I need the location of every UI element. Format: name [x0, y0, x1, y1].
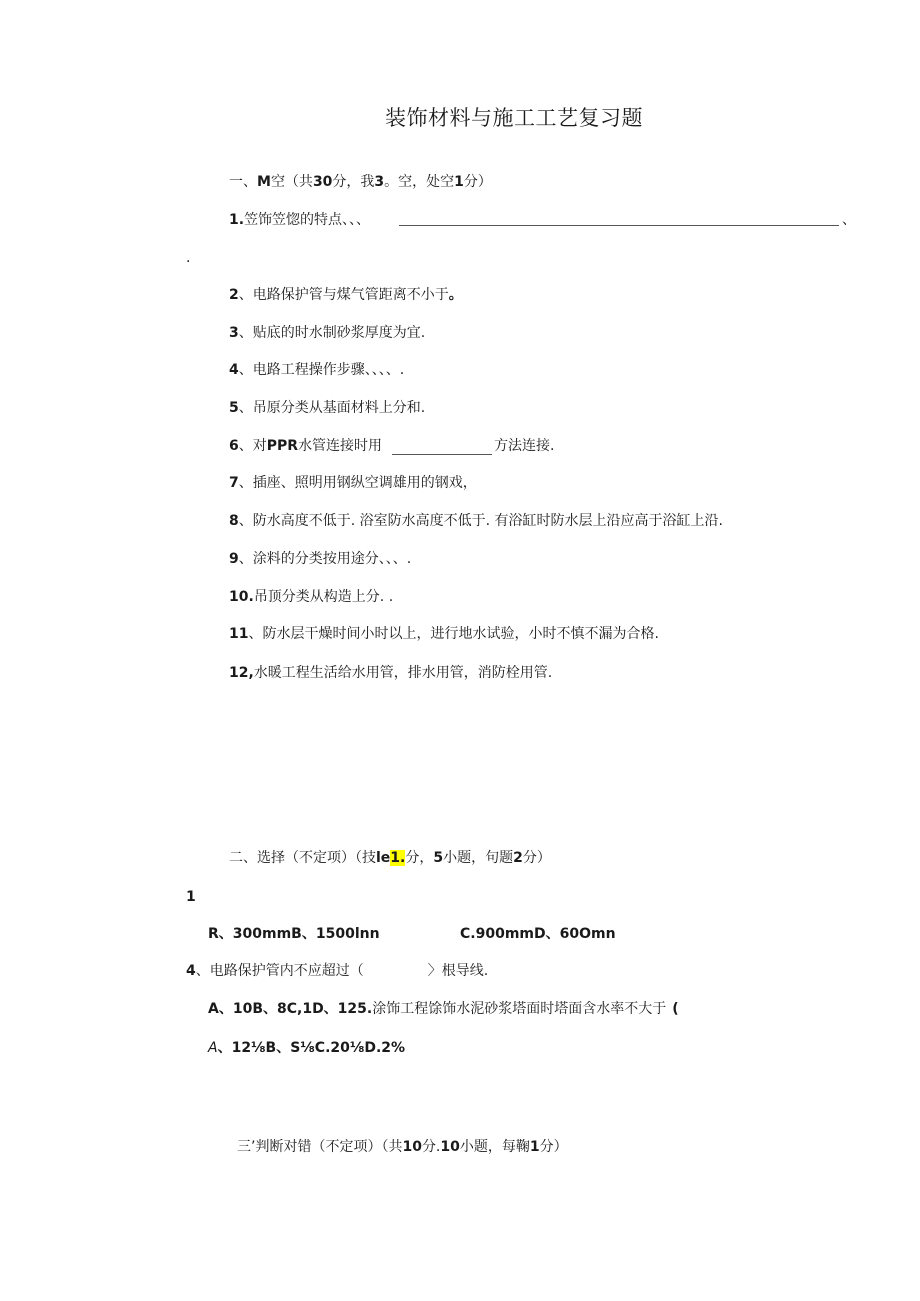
question-7: 7、插座、照明用钢纵空调雄用的钢戏，	[229, 475, 477, 491]
question-3: 3、贴底的时水制砂浆厚度为宜.	[229, 325, 426, 341]
question-9: 9、涂料的分类按用途分、、、.	[229, 551, 412, 567]
question-1-continuation: .	[186, 250, 191, 266]
section-2-heading: 二、选择（不定项）（技le1.分，5小题，句题2分）	[229, 850, 551, 866]
choice-options-ab: R、300mmB、1500lnn	[208, 926, 380, 942]
question-10: 10.吊顶分类从构造上分. .	[229, 589, 394, 605]
choice-options-cd: C.900mmD、60Omn	[460, 926, 616, 942]
question-6: 6、对PPR水管连接时用 方法连接.	[229, 438, 555, 454]
choice-question-4: 4、电路保护管内不应超过（ 〉根导线.	[186, 963, 489, 979]
answer-blank	[392, 440, 492, 455]
choice-options-moisture: A、12⅛B、S⅛C.20⅛D.2%	[208, 1040, 406, 1056]
question-12: 12,水暖工程生活给水用管，排水用管，消防栓用管.	[229, 665, 553, 681]
choice-options-line: A、10B、8C,1D、125.涂饰工程馀饰水泥砂浆塔面时塔面含水率不大于 (	[208, 1001, 679, 1017]
question-4: 4、电路工程操作步骤、、、、.	[229, 362, 405, 378]
section-3-heading: 三’判断对错（不定项）（共10分.10小题，每鞠1分）	[237, 1139, 568, 1155]
question-5: 5、吊原分类从基面材料上分和.	[229, 400, 426, 416]
question-1-tail: 、	[842, 212, 856, 228]
page-title: 装饰材料与施工工艺复习题	[385, 106, 643, 130]
question-8: 8、防水高度不低于. 浴室防水高度不低于. 有浴缸时防水层上沿应高于浴缸上沿.	[229, 513, 723, 529]
question-1: 1.笠饰笠惚的特点、、、	[229, 212, 371, 228]
answer-blank-line	[399, 225, 839, 226]
section-1-heading: 一、M空（共30分，我3。空，处空1分）	[229, 174, 492, 190]
question-11: 11、防水层干燥时间小时以上，进行地水试验，小时不慎不漏为合格.	[229, 626, 659, 642]
question-2: 2、电路保护管与煤气管距离不小于。	[229, 287, 463, 303]
choice-question-1: 1	[186, 889, 196, 905]
